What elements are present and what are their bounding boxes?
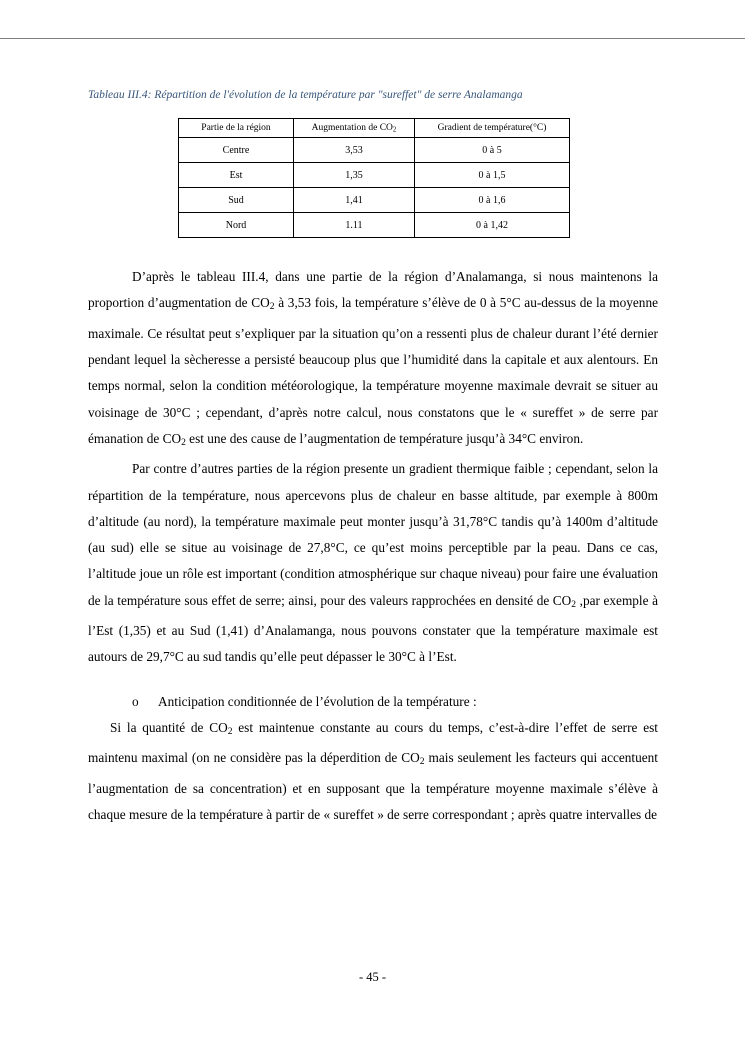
paragraph-one-part-b: à 3,53 fois, la température s’élève de 0 à 5°C au-dessus de la moyenne maximale. Ce résultat peut s’expliquer par la situation qu’on a ressenti plus de chaleur durant l’été dernier pendant lequel la sècheresse a persisté beaucoup plus que l’humidité dans la capitale et aux alentours. En temps normal, selon la condition météorologique, la température moyenne maximale devrait se situer au voisinage de 30°C ; cependant, d’après notre calcul, nous constatons que le « sureffet » de serre par émanation de CO — [88, 295, 658, 446]
cell-augmentation: 3,53 — [294, 138, 415, 163]
bullet-item-label: Anticipation conditionnée de l’évolution de la température : — [158, 693, 477, 709]
cell-region: Nord — [179, 213, 294, 238]
cell-gradient: 0 à 1,42 — [415, 213, 570, 238]
paragraph-three-part-c: mais seulement les facteurs qui accentuent l’augmentation de sa concentration) et en supposant que la température moyenne maximale s’élève à chaque mesure de la température à partir de « sureffet » de serre correspondant ; après quatre intervalles de — [88, 750, 659, 823]
bullet-marker-icon: o — [132, 693, 139, 709]
bullet-item — [88, 689, 658, 715]
table-header-row — [179, 119, 570, 138]
cell-region: Sud — [179, 188, 294, 213]
paragraph-three-part-b: est maintenue constante au cours du temps, c’est-à-dire l’effet de serre est maintenu maximal (on ne considère pas la déperdition de CO — [88, 720, 658, 766]
paragraph-two-part-a: Par contre d’autres parties de la région presente un gradient thermique faible ; cependant, selon la répartition de la température, nous apercevons plus de chaleur en basse altitude, par exemple à 800m d’altitude (au nord), la température maximale peut monter jusqu’à 31,78°C tandis qu’à 1400m d’altitude (au sud) elle se situe au voisinage de 27,8°C, ce qu’est moins perceptible par la peau. Dans ce cas, l’altitude joue un rôle est important (condition atmosphérique sur chaque niveau) pour faire une évaluation de la température sous effet de serre; ainsi, pour des valeurs rapprochées en densité de CO — [88, 461, 658, 608]
paragraph-two — [88, 456, 658, 670]
paragraph-one-part-c: est une des cause de l’augmentation de température jusqu’à 34°C environ. — [185, 430, 584, 446]
paragraph-two-part-b: ,par exemple à l’Est (1,35) et au Sud (1,41) d’Analamanga, nous pouvons constater que la température maximale est autours de 29,7°C au sud tandis qu’elle peut dépasser le 30°C à l’Est. — [88, 592, 658, 665]
paragraph-three-part-a: Si la quantité de CO — [110, 720, 228, 736]
column-header-augmentation — [294, 119, 415, 138]
page-content — [88, 86, 658, 828]
co2-subscript: 2 — [269, 301, 275, 313]
cell-gradient: 0 à 1,6 — [415, 188, 570, 213]
cell-augmentation: 1,35 — [294, 163, 415, 188]
header-rule — [0, 38, 745, 39]
table-body — [179, 138, 570, 238]
column-header-augmentation-text: Augmentation de CO — [311, 122, 393, 133]
co2-subscript: 2 — [419, 756, 425, 768]
co2-subscript: 2 — [181, 436, 186, 448]
cell-augmentation: 1,41 — [294, 188, 415, 213]
cell-gradient: 0 à 1,5 — [415, 163, 570, 188]
table-row — [179, 188, 570, 213]
temperature-table — [178, 118, 570, 238]
page-number: - 45 - — [358, 970, 387, 984]
cell-region: Est — [179, 163, 294, 188]
table-caption: Tableau III.4: Répartition de l'évolution de la température par "sureffet" de serre Analamanga — [88, 89, 523, 101]
co2-subscript: 2 — [571, 598, 577, 610]
paragraph-three — [88, 715, 658, 828]
column-header-region: Partie de la région — [179, 119, 294, 138]
cell-augmentation: 1.11 — [294, 213, 415, 238]
column-header-gradient: Gradient de température(°C) — [415, 119, 570, 138]
table-header — [179, 119, 570, 138]
co2-subscript: 2 — [392, 126, 397, 134]
cell-gradient: 0 à 5 — [415, 138, 570, 163]
table-row — [179, 138, 570, 163]
paragraph-one-part-a: D’après le tableau III.4, dans une partie de la région d’Analamanga, si nous maintenons la proportion d’augmentation de CO — [88, 269, 658, 311]
table-row — [179, 163, 570, 188]
co2-subscript: 2 — [227, 726, 233, 738]
paragraph-one — [88, 264, 658, 456]
table-row — [179, 213, 570, 238]
page-footer — [0, 970, 745, 985]
cell-region: Centre — [179, 138, 294, 163]
